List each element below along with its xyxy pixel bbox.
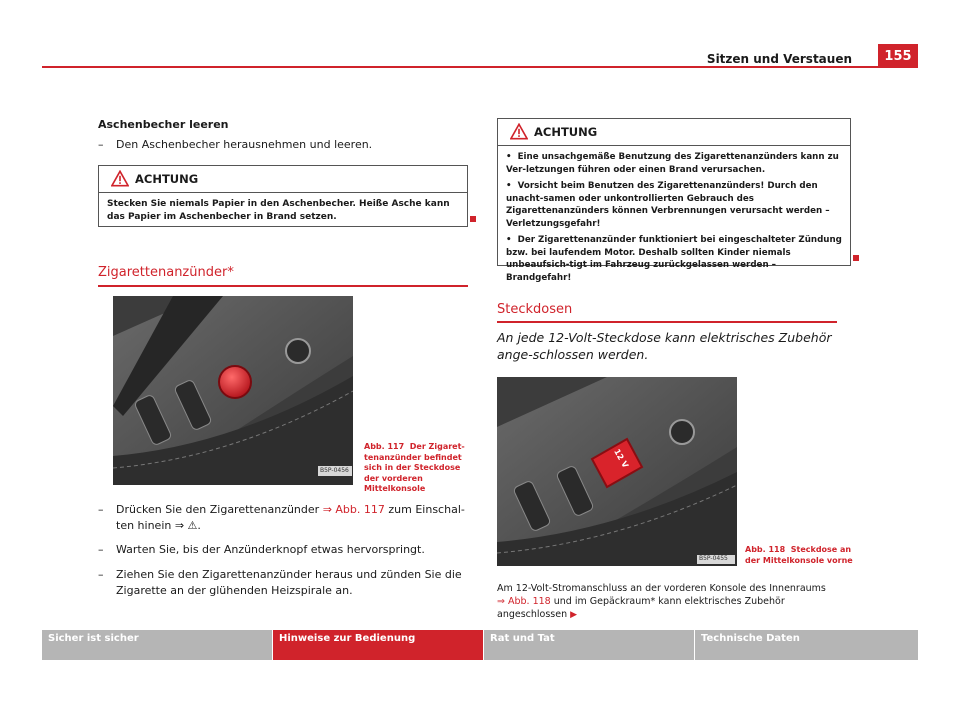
console-socket-illustration — [497, 377, 737, 566]
step-3: – Ziehen Sie den Zigarettenanzünder heraus und zünden Sie die Zigarette an der glühenden Heizspirale an. — [98, 568, 462, 597]
footer-tab-operation[interactable]: Hinweise zur Bedienung — [273, 630, 483, 660]
header-rule — [42, 66, 878, 68]
socket-label: 12 V — [612, 447, 630, 470]
warning-title: ACHTUNG — [135, 172, 199, 186]
figure-link-118[interactable]: ⇒ Abb. 118 — [497, 596, 551, 607]
section-title-sockets: Steckdosen — [497, 302, 573, 317]
warning-title: ACHTUNG — [534, 125, 598, 139]
footer-tab-technical[interactable]: Technische Daten — [695, 630, 918, 660]
figure-caption-118: Abb. 118 Steckdose an der Mittelkonsole vorne — [745, 545, 853, 565]
section-rule — [98, 285, 468, 287]
warning-box-ashtray — [98, 165, 468, 227]
footer-tab-tips[interactable]: Rat und Tat — [484, 630, 694, 660]
warning-triangle-icon — [111, 170, 129, 187]
ashtray-step: – Den Aschenbecher herausnehmen und leeren. — [98, 138, 373, 151]
section-intro: An jede 12-Volt-Steckdose kann elektrisches Zubehör ange-schlossen werden. — [497, 330, 832, 362]
warning-bullet: • Vorsicht beim Benutzen des Zigarettenanzünders! Durch den unacht-samen oder unkontrollierten Gebrauch des Zigarettenanzünders können Verbrennungen verursacht werden – Verletzungsgefahr! — [506, 181, 830, 229]
warning-triangle-icon — [510, 123, 528, 140]
end-marker — [853, 255, 859, 261]
console-illustration — [113, 296, 353, 485]
step-2: – Warten Sie, bis der Anzünderknopf etwas hervorspringt. — [98, 543, 425, 556]
sockets-body-text: Am 12-Volt-Stromanschluss an der vorderen Konsole des Innenraums ⇒ Abb. 118 und im Gepäckraum* kann elektrisches Zubehör angeschlossen ▶ — [497, 583, 826, 620]
continue-arrow-icon: ▶ — [570, 610, 578, 620]
page-number: 155 — [878, 44, 918, 68]
warning-bullet: • Eine unsachgemäße Benutzung des Zigarettenanzünders kann zu Ver-letzungen führen oder einen Brand verursachen. — [506, 152, 839, 175]
running-header: Sitzen und Verstauen — [706, 52, 852, 66]
section-title-lighter: Zigarettenanzünder* — [98, 265, 234, 280]
warning-text: Stecken Sie niemals Papier in den Aschenbecher. Heiße Asche kann das Papier im Aschenbecher in Brand setzen. — [107, 199, 450, 222]
figure-code: B5P-0456 — [320, 467, 349, 474]
figure-code: B5P-0455 — [699, 555, 728, 562]
figure-cigarette-lighter — [113, 296, 353, 485]
footer-tab-safety[interactable]: Sicher ist sicher — [42, 630, 272, 660]
ashtray-heading: Aschenbecher leeren — [98, 118, 229, 131]
warning-bullet: • Der Zigarettenanzünder funktioniert bei eingeschalteter Zündung bzw. bei laufendem Motor. Deshalb sollten Kinder niemals unbeaufsich-tigt im Fahrzeug zurückgelassen werden – Brandgefahr! — [506, 235, 842, 283]
step-1: – Drücken Sie den Zigarettenanzünder ⇒ Abb. 117 zum Einschal-ten hinein ⇒ ⚠. — [98, 503, 465, 532]
end-marker — [470, 216, 476, 222]
figure-caption-117: Abb. 117 Der Zigaret-tenanzünder befindet sich in der Steckdose der vorderen Mittelkonsole — [364, 442, 465, 493]
figure-power-socket — [497, 377, 737, 566]
section-rule — [497, 321, 837, 323]
warning-box-lighter — [497, 118, 851, 283]
figure-link-117[interactable]: ⇒ Abb. 117 — [322, 503, 385, 516]
